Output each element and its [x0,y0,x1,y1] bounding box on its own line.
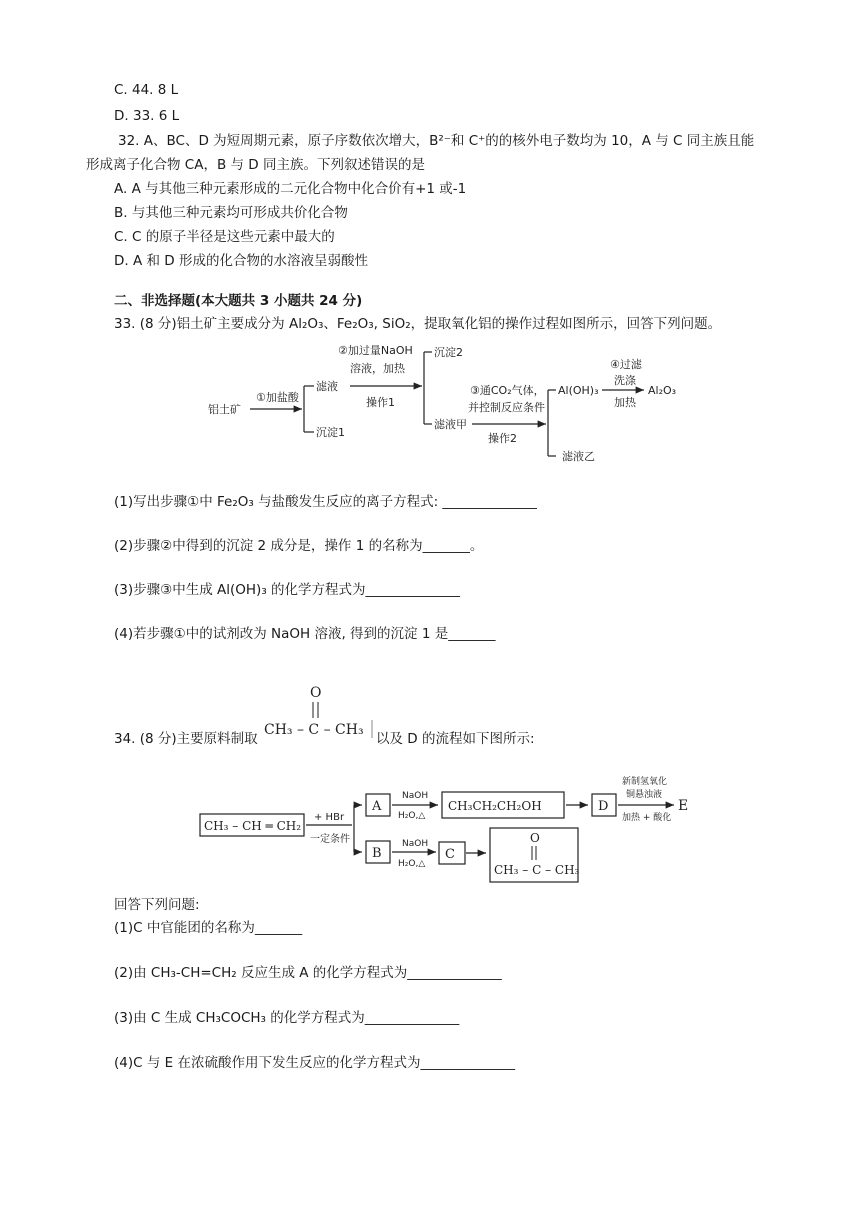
acetone-oxygen: O [310,685,322,701]
flow-reagent-label-3: 加热 + 酸化 [622,813,672,823]
q32-option-c: C. C 的原子半径是这些元素中最大的 [114,229,335,245]
q32-stem-line1: 32. A、BC、D 为短周期元素，原子序数依次增大，B²⁻和 C⁺的的核外电子数均为 10，A 与 C 同主族且能 [118,133,755,149]
section-heading: 二、非选择题(本大题共 3 小题共 24 分) [114,293,363,309]
flow-step4-label-3: 加热 [614,396,636,409]
flow-h2o2-label: H₂O,△ [398,859,426,869]
q34-part1: (1)C 中官能团的名称为_______ [114,920,303,936]
q34-part3: (3)由 C 生成 CH₃COCH₃ 的化学方程式为______________ [114,1010,460,1026]
flow-box-d: D [598,799,609,814]
flow-precip2-label: 沉淀2 [434,346,463,359]
flow-product-e: E [678,798,689,814]
q32-stem-line2: 形成离子化合物 CA，B 与 D 同主族。下列叙述错误的是 [86,157,425,173]
option-c-prev: C. 44. 8 L [114,82,179,98]
flow-aloh3-label: Al(OH)₃ [558,384,599,397]
flow-al2o3-label: Al₂O₃ [648,384,677,397]
flow-condition-label: 一定条件 [310,834,350,845]
flow-box-c: C [445,847,455,862]
q34-part2: (2)由 CH₃-CH=CH₂ 反应生成 A 的化学方程式为______________ [114,965,502,981]
q32-option-b: B. 与其他三种元素均可形成共价化合物 [114,205,348,221]
flow-step2-label-1: ②加过量NaOH [338,344,413,357]
flow-box-b: B [372,846,382,861]
flow-propene-label: CH₃ – CH ═ CH₂ [204,819,302,833]
flow-reagent-label-2: 铜悬浊液 [626,790,663,800]
flow-op2-label: 操作2 [488,432,517,445]
q33-part4: (4)若步骤①中的试剂改为 NaOH 溶液, 得到的沉淀 1 是_______ [114,626,496,642]
q33-part3: (3)步骤③中生成 Al(OH)₃ 的化学方程式为______________ [114,582,461,598]
flow-box-a: A [372,799,382,814]
flow-filtrate-b-label: 滤液乙 [562,450,595,463]
flow-reagent-label-1: 新制氢氧化 [622,777,668,787]
flow-op1-label: 操作1 [366,396,395,409]
flow-precip1-label: 沉淀1 [316,426,345,439]
q34-answer-intro: 回答下列问题: [114,897,200,913]
flow-step4-label-1: ④过滤 [610,358,642,371]
q33-part2: (2)步骤②中得到的沉淀 2 成分是，操作 1 的名称为_______。 [114,538,484,554]
flow-step1-label: ①加盐酸 [256,391,299,404]
flow-filtrate-label: 滤液 [316,380,338,393]
q34-stem-b: 以及 D 的流程如下图所示: [376,731,535,747]
acetone-chain: CH₃ – C – CH₃ [264,722,364,738]
flow-naoh2-label: NaOH [402,839,429,849]
acetone-structure [262,684,376,742]
q34-flow-diagram [198,770,698,888]
flow-propanol-label: CH₃CH₂CH₂OH [448,799,542,813]
q34-part4: (4)C 与 E 在浓硫酸作用下发生反应的化学方程式为______________ [114,1055,515,1071]
flow-ketone-oxygen: O [530,831,540,845]
flow-step4-label-2: 洗涤 [614,374,636,387]
option-d-prev: D. 33. 6 L [114,108,180,124]
flow-h2o1-label: H₂O,△ [398,811,426,821]
q32-option-d: D. A 和 D 形成的化合物的水溶液呈弱酸性 [114,253,368,269]
flow-ore-label: 铝土矿 [208,403,241,416]
q32-option-a: A. A 与其他三种元素形成的二元化合物中化合价有+1 或-1 [114,181,467,197]
flow-step3-label-1: ③通CO₂气体， [470,384,545,397]
flow-filtrate-a-label: 滤液甲 [434,418,467,431]
flow-step2-label-2: 溶液，加热 [350,362,405,375]
flow-hbr-label: + HBr [314,812,345,823]
flow-naoh1-label: NaOH [402,791,429,801]
flow-ketone-chain: CH₃ – C – CH₃ [494,863,580,877]
q33-flow-diagram [200,338,700,466]
q33-stem: 33. (8 分)铝土矿主要成分为 Al₂O₃、Fe₂O₃, SiO₂，提取氧化铝的操作过程如图所示，回答下列问题。 [114,316,722,332]
q34-stem-a: 34. (8 分)主要原料制取 [114,731,258,747]
flow-step3-label-2: 并控制反应条件 [468,401,545,414]
q33-part1: (1)写出步骤①中 Fe₂O₃ 与盐酸发生反应的离子方程式: ______________ [114,494,537,510]
